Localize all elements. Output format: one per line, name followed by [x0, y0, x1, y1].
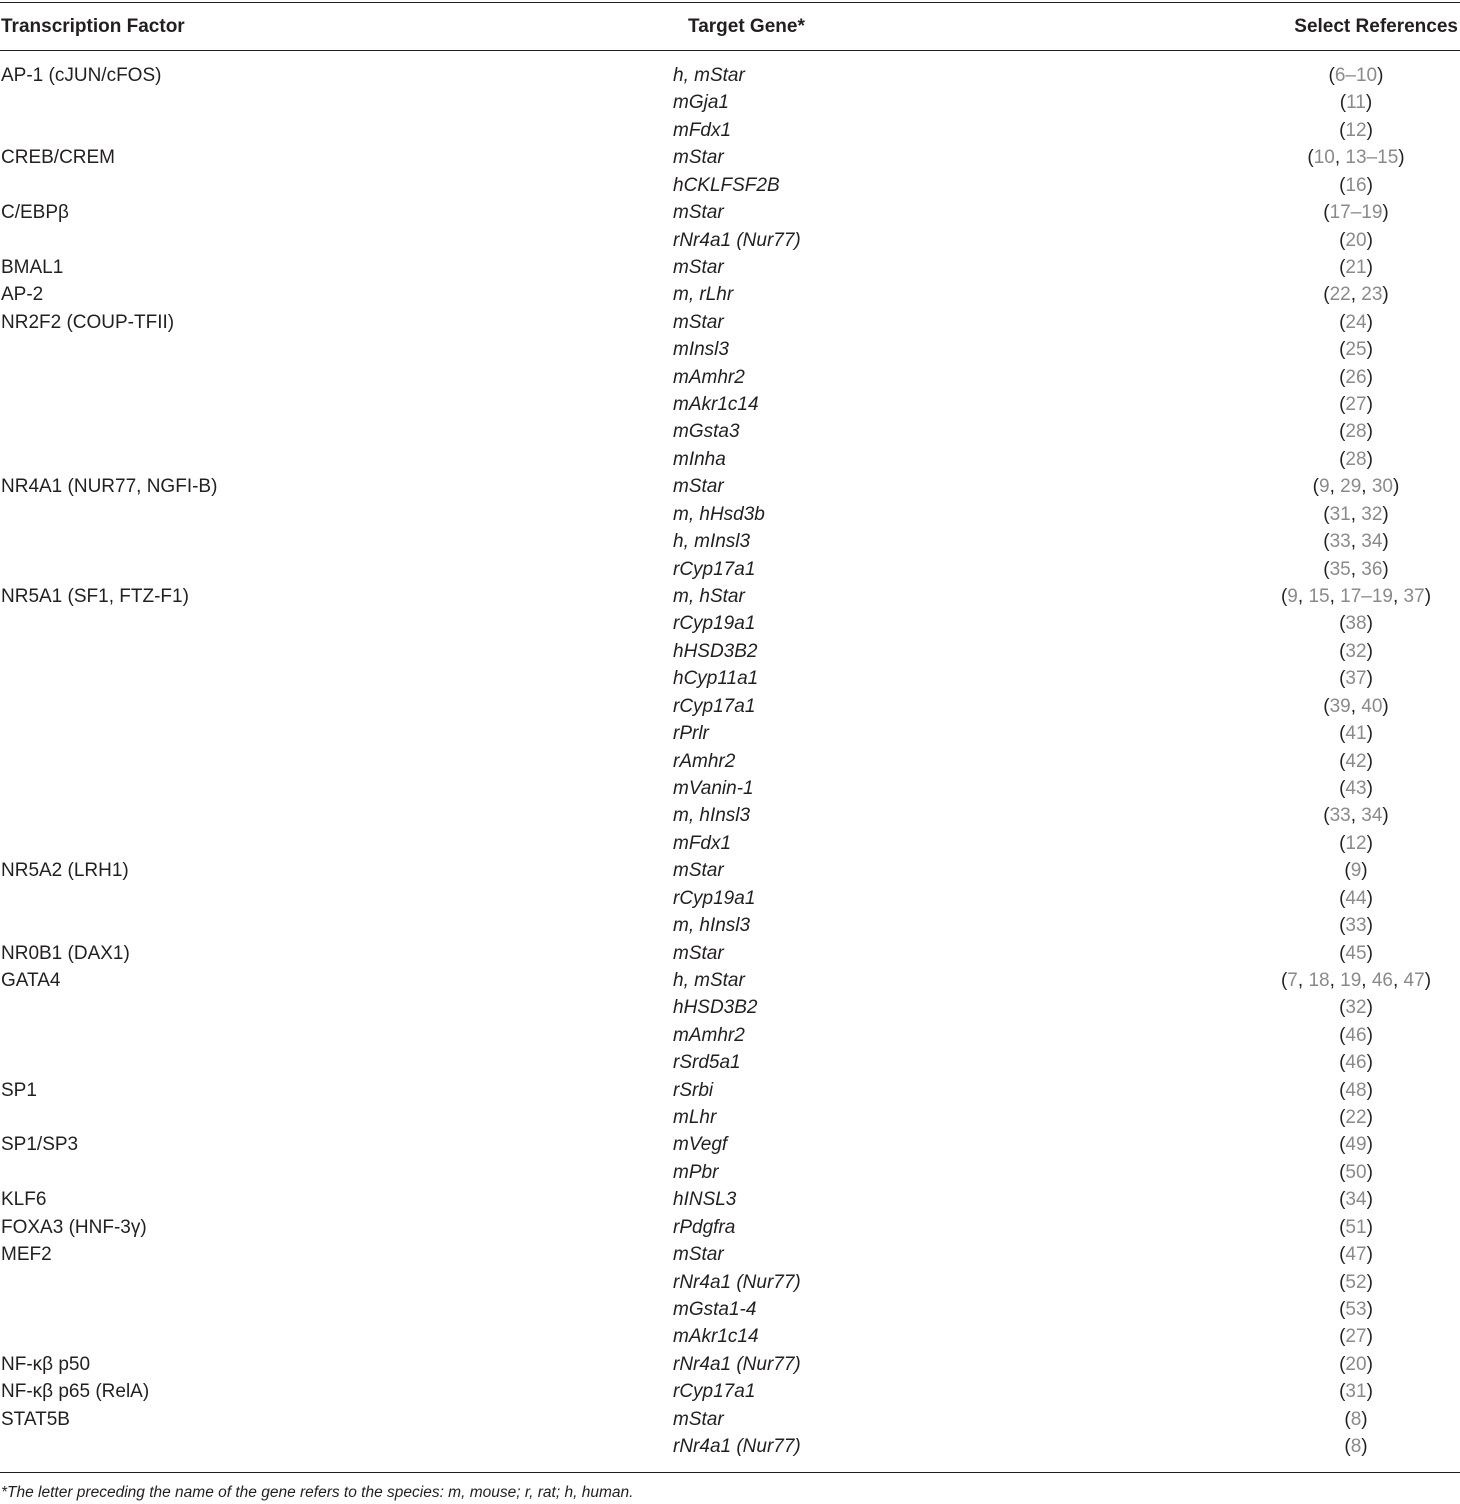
target-gene-cell: mGsta1-4: [673, 1298, 757, 1320]
table-header-rule: [0, 50, 1460, 51]
table-row: [0, 994, 1460, 1021]
reference-link[interactable]: 12: [1345, 119, 1367, 141]
target-gene-cell: mStar: [673, 860, 724, 882]
target-gene-cell: hINSL3: [673, 1189, 737, 1211]
reference-link[interactable]: 33: [1345, 915, 1367, 937]
table-row: [0, 501, 1460, 528]
reference-link[interactable]: 9: [1319, 476, 1330, 498]
references-cell: (28): [1339, 421, 1373, 443]
target-gene-cell: mInsl3: [673, 339, 729, 361]
table-row: [0, 281, 1460, 308]
target-gene-cell: hHSD3B2: [673, 997, 758, 1019]
table-row: [0, 556, 1460, 583]
reference-link[interactable]: 44: [1345, 887, 1367, 909]
target-gene-cell: rNr4a1 (Nur77): [673, 229, 801, 251]
table-row: [0, 144, 1460, 171]
references-cell: (32): [1339, 997, 1373, 1019]
references-cell: (44): [1339, 887, 1373, 909]
table-row: [0, 1186, 1460, 1213]
reference-link[interactable]: 33: [1329, 531, 1351, 553]
references-cell: (37): [1339, 668, 1373, 690]
table-footnote: *The letter preceding the name of the gene refers to the species: m, mouse; r, rat; h, human.: [1, 1484, 634, 1501]
reference-link[interactable]: 50: [1345, 1161, 1367, 1183]
reference-link[interactable]: 43: [1345, 777, 1367, 799]
reference-link[interactable]: 21: [1345, 256, 1367, 278]
header-select-references: Select References: [1294, 16, 1458, 37]
target-gene-cell: rSrd5a1: [673, 1052, 741, 1074]
table-row: [0, 802, 1460, 829]
target-gene-cell: mAkr1c14: [673, 394, 759, 416]
table-row: [0, 1241, 1460, 1268]
reference-link[interactable]: 27: [1345, 1326, 1367, 1348]
transcription-factor-cell: FOXA3 (HNF-3γ): [1, 1216, 147, 1238]
reference-link[interactable]: 42: [1345, 750, 1367, 772]
table-row: [0, 1022, 1460, 1049]
table-row: [0, 693, 1460, 720]
table-row: [0, 418, 1460, 445]
reference-link[interactable]: 47: [1403, 969, 1425, 991]
table-row: [0, 1323, 1460, 1350]
reference-link[interactable]: 17–19: [1329, 202, 1383, 224]
transcription-factor-cell: SP1: [1, 1079, 37, 1101]
references-cell: (33): [1339, 915, 1373, 937]
table-row: [0, 610, 1460, 637]
reference-link[interactable]: 20: [1345, 1353, 1367, 1375]
target-gene-cell: mStar: [673, 476, 724, 498]
target-gene-cell: hHSD3B2: [673, 640, 758, 662]
table-row: [0, 748, 1460, 775]
table-row: [0, 1077, 1460, 1104]
references-cell: (49): [1339, 1134, 1373, 1156]
table-row: [0, 364, 1460, 391]
target-gene-cell: h, mStar: [673, 65, 745, 86]
references-cell: (34): [1339, 1189, 1373, 1211]
target-gene-cell: rCyp19a1: [673, 887, 756, 909]
reference-link[interactable]: 45: [1345, 942, 1367, 964]
table-row: [0, 309, 1460, 336]
reference-link[interactable]: 13–15: [1345, 147, 1399, 169]
reference-link[interactable]: 6–10: [1334, 65, 1378, 86]
transcription-factor-cell: CREB/CREM: [1, 147, 116, 169]
references-cell: (33, 34): [1323, 805, 1389, 827]
target-gene-cell: mStar: [673, 202, 724, 224]
references-cell: (6–10): [1328, 65, 1384, 86]
target-gene-cell: hCyp11a1: [673, 668, 759, 690]
references-cell: (9, 15, 17–19, 37): [1280, 586, 1432, 608]
reference-link[interactable]: 24: [1345, 311, 1367, 333]
table-row: [0, 912, 1460, 939]
references-cell: (52): [1339, 1271, 1373, 1293]
references-cell: (47): [1339, 1244, 1373, 1266]
table-row: [0, 1433, 1460, 1460]
references-cell: (28): [1339, 448, 1373, 470]
reference-link[interactable]: 52: [1345, 1271, 1367, 1293]
references-cell: (48): [1339, 1079, 1373, 1101]
reference-link[interactable]: 8: [1350, 1408, 1362, 1430]
reference-link[interactable]: 18: [1308, 969, 1330, 991]
reference-link[interactable]: 16: [1345, 174, 1367, 196]
references-cell: (32): [1339, 640, 1373, 662]
reference-link[interactable]: 7: [1287, 969, 1298, 991]
table-row: [0, 528, 1460, 555]
reference-link[interactable]: 48: [1345, 1079, 1367, 1101]
transcription-factor-cell: AP-1 (cJUN/cFOS): [1, 65, 162, 86]
target-gene-cell: rCyp19a1: [673, 613, 756, 635]
table-row: [0, 885, 1460, 912]
reference-link[interactable]: 20: [1345, 229, 1367, 251]
reference-link[interactable]: 25: [1345, 339, 1367, 361]
references-cell: (22): [1339, 1107, 1373, 1129]
target-gene-cell: m, hInsl3: [673, 805, 751, 827]
table-row: [0, 446, 1460, 473]
table-row: [0, 830, 1460, 857]
table-header: [0, 6, 1460, 48]
reference-link[interactable]: 30: [1371, 476, 1393, 498]
reference-link[interactable]: 26: [1345, 366, 1367, 388]
reference-link[interactable]: 32: [1361, 503, 1383, 525]
reference-link[interactable]: 49: [1345, 1134, 1367, 1156]
reference-link[interactable]: 53: [1345, 1298, 1367, 1320]
reference-link[interactable]: 51: [1345, 1216, 1367, 1238]
references-cell: (38): [1339, 613, 1373, 635]
references-cell: (31, 32): [1323, 503, 1389, 525]
reference-link[interactable]: 34: [1345, 1189, 1367, 1211]
references-cell: (16): [1339, 174, 1373, 196]
references-cell: (20): [1339, 1353, 1373, 1375]
table-row: [0, 583, 1460, 610]
reference-link[interactable]: 11: [1346, 92, 1366, 114]
reference-link[interactable]: 22: [1329, 284, 1351, 306]
reference-link[interactable]: 32: [1345, 640, 1367, 662]
references-cell: (12): [1339, 119, 1373, 141]
table-row: [0, 1049, 1460, 1076]
reference-link[interactable]: 15: [1308, 586, 1330, 608]
reference-link[interactable]: 46: [1345, 1024, 1367, 1046]
target-gene-cell: mStar: [673, 942, 724, 964]
references-cell: (45): [1339, 942, 1373, 964]
transcription-factor-cell: AP-2: [1, 284, 44, 306]
references-cell: (7, 18, 19, 46, 47): [1280, 969, 1432, 991]
reference-link[interactable]: 41: [1345, 723, 1367, 745]
references-cell: (50): [1339, 1161, 1373, 1183]
transcription-factor-cell: NR0B1 (DAX1): [1, 942, 130, 964]
reference-link[interactable]: 47: [1345, 1244, 1367, 1266]
references-cell: (35, 36): [1323, 558, 1389, 580]
target-gene-cell: rCyp17a1: [673, 558, 756, 580]
transcription-factor-cell: MEF2: [1, 1244, 52, 1266]
transcription-factor-cell: KLF6: [1, 1189, 47, 1211]
reference-link[interactable]: 9: [1350, 860, 1362, 882]
table-row: [0, 199, 1460, 226]
transcription-factor-cell: NF-κβ p65 (RelA): [1, 1381, 150, 1403]
table-row: [0, 227, 1460, 254]
target-gene-cell: rPdgfra: [673, 1216, 736, 1238]
reference-link[interactable]: 46: [1345, 1052, 1367, 1074]
table-row: [0, 62, 1460, 89]
reference-link[interactable]: 19: [1340, 969, 1362, 991]
references-cell: (33, 34): [1323, 531, 1389, 553]
reference-link[interactable]: 39: [1329, 695, 1351, 717]
reference-link[interactable]: 40: [1361, 695, 1383, 717]
transcription-factor-cell: GATA4: [1, 969, 61, 991]
target-gene-cell: rAmhr2: [673, 750, 736, 772]
reference-link[interactable]: 28: [1345, 421, 1367, 443]
references-cell: (43): [1339, 777, 1373, 799]
target-gene-cell: h, mInsl3: [673, 531, 751, 553]
table-row: [0, 172, 1460, 199]
target-gene-cell: mStar: [673, 147, 724, 169]
references-cell: (39, 40): [1323, 695, 1389, 717]
reference-link[interactable]: 38: [1345, 613, 1367, 635]
transcription-factor-cell: NR5A2 (LRH1): [1, 860, 129, 882]
reference-link[interactable]: 17–19: [1340, 586, 1393, 608]
references-cell: (41): [1339, 723, 1373, 745]
transcription-factor-cell: BMAL1: [1, 256, 64, 278]
table-row: [0, 1131, 1460, 1158]
table-row: [0, 857, 1460, 884]
target-gene-cell: mStar: [673, 256, 724, 278]
table-row: [0, 1378, 1460, 1405]
references-cell: (17–19): [1323, 202, 1389, 224]
table-row: [0, 1104, 1460, 1131]
references-cell: (12): [1339, 832, 1373, 854]
target-gene-cell: rNr4a1 (Nur77): [673, 1436, 801, 1458]
header-target-gene: Target Gene*: [688, 16, 805, 37]
table-row: [0, 117, 1460, 144]
target-gene-cell: mAmhr2: [673, 366, 745, 388]
references-cell: (21): [1339, 256, 1373, 278]
reference-link[interactable]: 37: [1403, 586, 1425, 608]
table-row: [0, 638, 1460, 665]
target-gene-cell: hCKLFSF2B: [673, 174, 780, 196]
references-cell: (51): [1339, 1216, 1373, 1238]
reference-link[interactable]: 36: [1361, 558, 1383, 580]
table-row: [0, 391, 1460, 418]
transcription-factor-cell: NR2F2 (COUP-TFII): [1, 311, 175, 333]
target-gene-cell: mStar: [673, 311, 724, 333]
target-gene-cell: mFdx1: [673, 832, 732, 854]
target-gene-cell: mPbr: [673, 1161, 719, 1183]
table-row: [0, 336, 1460, 363]
reference-link[interactable]: 33: [1329, 805, 1351, 827]
transcription-factor-cell: SP1/SP3: [1, 1134, 79, 1156]
table-row: [0, 940, 1460, 967]
target-gene-cell: mInha: [673, 448, 726, 470]
references-cell: (46): [1339, 1024, 1373, 1046]
reference-link[interactable]: 12: [1345, 832, 1367, 854]
transcription-factor-cell: NF-κβ p50: [1, 1353, 91, 1375]
references-cell: (9, 29, 30): [1312, 476, 1400, 498]
target-gene-cell: mAkr1c14: [673, 1326, 759, 1348]
table-row: [0, 1159, 1460, 1186]
references-cell: (8): [1344, 1408, 1368, 1430]
references-cell: (53): [1339, 1298, 1373, 1320]
target-gene-cell: m, hStar: [673, 586, 745, 608]
table-row: [0, 967, 1460, 994]
target-gene-cell: mGja1: [673, 92, 729, 114]
target-gene-cell: mStar: [673, 1408, 724, 1430]
table-row: [0, 1351, 1460, 1378]
references-cell: (46): [1339, 1052, 1373, 1074]
table-bottom-rule: [0, 1472, 1460, 1473]
target-gene-cell: mGsta3: [673, 421, 740, 443]
table-row: [0, 473, 1460, 500]
target-gene-cell: rPrlr: [673, 723, 709, 745]
target-gene-cell: rCyp17a1: [673, 695, 756, 717]
reference-link[interactable]: 31: [1329, 503, 1351, 525]
references-cell: (22, 23): [1323, 284, 1389, 306]
reference-link[interactable]: 35: [1329, 558, 1351, 580]
reference-link[interactable]: 27: [1345, 394, 1367, 416]
target-gene-cell: mLhr: [673, 1107, 717, 1129]
table-row: [0, 1269, 1460, 1296]
references-cell: (25): [1339, 339, 1373, 361]
reference-link[interactable]: 34: [1361, 805, 1383, 827]
target-gene-cell: mStar: [673, 1244, 724, 1266]
reference-link[interactable]: 9: [1287, 586, 1298, 608]
target-gene-cell: m, rLhr: [673, 284, 734, 306]
reference-link[interactable]: 10: [1313, 147, 1335, 169]
table-top-rule: [0, 2, 1460, 3]
target-gene-cell: mAmhr2: [673, 1024, 745, 1046]
transcription-factor-cell: NR4A1 (NUR77, NGFI-B): [1, 476, 218, 498]
header-transcription-factor: Transcription Factor: [1, 16, 185, 37]
reference-link[interactable]: 23: [1361, 284, 1383, 306]
reference-link[interactable]: 34: [1361, 531, 1383, 553]
target-gene-cell: rNr4a1 (Nur77): [673, 1353, 801, 1375]
target-gene-cell: mFdx1: [673, 119, 732, 141]
table-row: [0, 775, 1460, 802]
references-cell: (20): [1339, 229, 1373, 251]
references-cell: (9): [1344, 860, 1368, 882]
table-row: [0, 89, 1460, 116]
references-cell: (26): [1339, 366, 1373, 388]
target-gene-cell: m, hInsl3: [673, 915, 751, 937]
transcription-factor-cell: C/EBPβ: [1, 202, 69, 224]
reference-link[interactable]: 37: [1345, 668, 1367, 690]
transcription-factor-cell: STAT5B: [1, 1408, 70, 1430]
transcription-factor-cell: NR5A1 (SF1, FTZ-F1): [1, 586, 189, 608]
references-cell: (27): [1339, 394, 1373, 416]
references-cell: (11): [1339, 92, 1373, 114]
references-cell: (31): [1339, 1381, 1373, 1403]
reference-link[interactable]: 32: [1345, 997, 1367, 1019]
reference-link[interactable]: 22: [1345, 1107, 1367, 1129]
table-row: [0, 1406, 1460, 1433]
table-row: [0, 254, 1460, 281]
target-gene-cell: rNr4a1 (Nur77): [673, 1271, 801, 1293]
reference-link[interactable]: 46: [1371, 969, 1393, 991]
target-gene-cell: mVegf: [673, 1134, 728, 1156]
table-row: [0, 1214, 1460, 1241]
target-gene-cell: rCyp17a1: [673, 1381, 756, 1403]
references-cell: (27): [1339, 1326, 1373, 1348]
reference-link[interactable]: 31: [1345, 1381, 1367, 1403]
references-cell: (10, 13–15): [1307, 147, 1405, 169]
references-cell: (8): [1344, 1436, 1368, 1458]
references-cell: (42): [1339, 750, 1373, 772]
target-gene-cell: mVanin-1: [673, 777, 754, 799]
table-row: [0, 1296, 1460, 1323]
table-row: [0, 720, 1460, 747]
reference-link[interactable]: 29: [1340, 476, 1362, 498]
target-gene-cell: rSrbi: [673, 1079, 714, 1101]
references-cell: (24): [1339, 311, 1373, 333]
target-gene-cell: h, mStar: [673, 969, 745, 991]
target-gene-cell: m, hHsd3b: [673, 503, 765, 525]
table-row: [0, 665, 1460, 692]
reference-link[interactable]: 28: [1345, 448, 1367, 470]
table-body: [0, 62, 1460, 1461]
reference-link[interactable]: 8: [1350, 1436, 1362, 1458]
